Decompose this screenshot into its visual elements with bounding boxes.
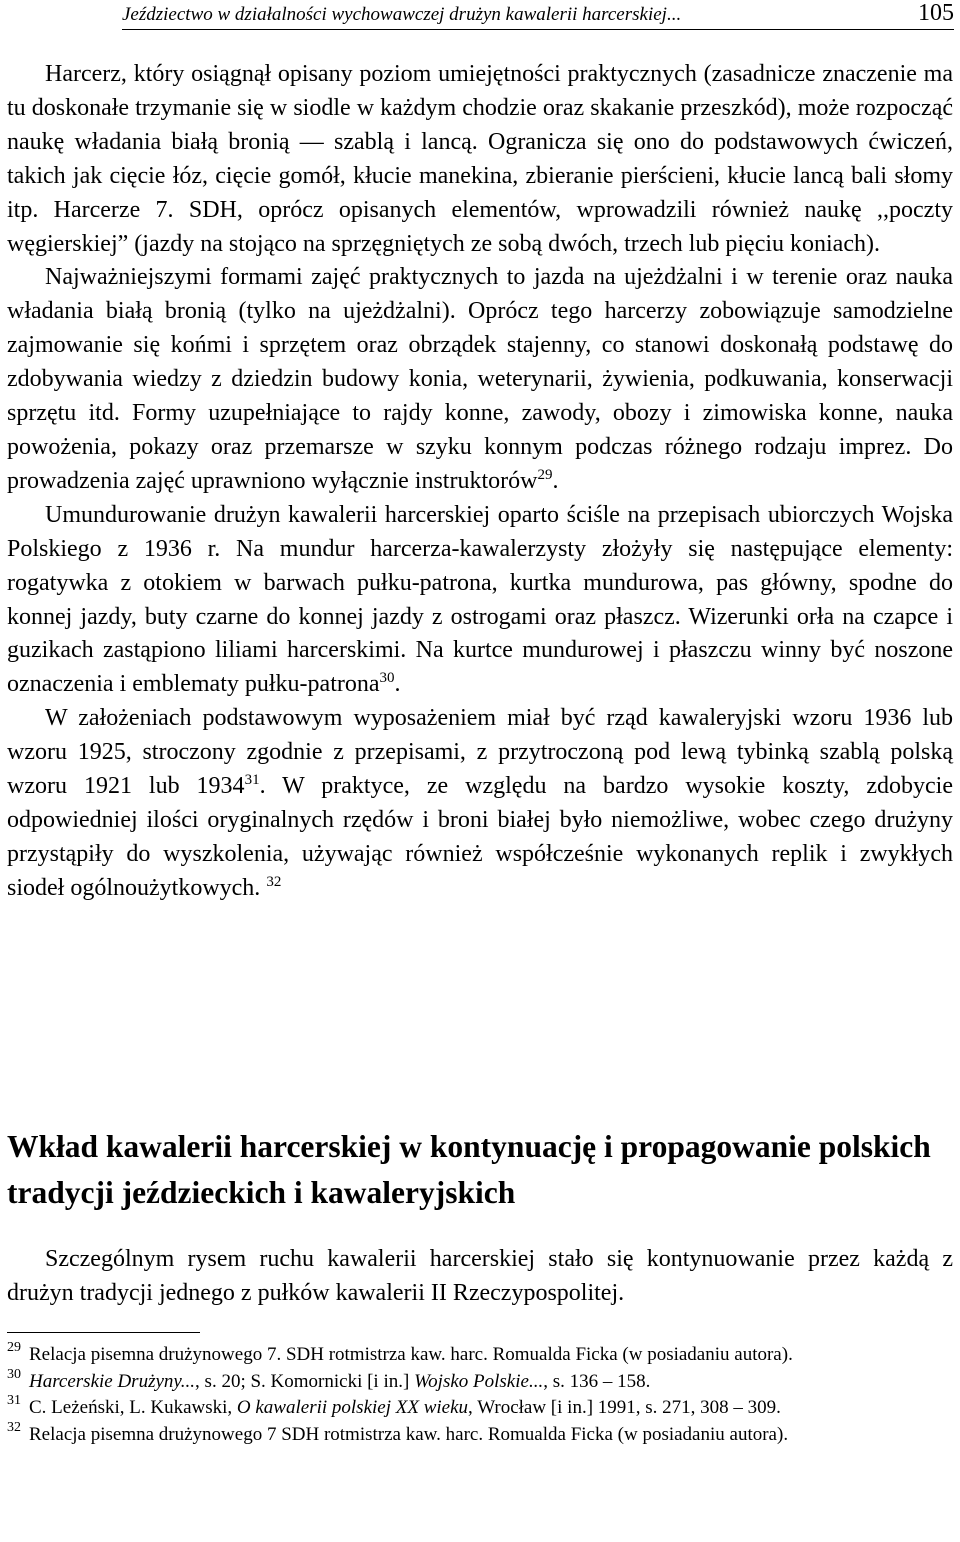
footnote-mark: 32	[7, 1419, 21, 1435]
footnote-mark: 29	[7, 1340, 21, 1355]
footnote-text: , s. 20; S. Komornicki [i in.]	[195, 1370, 415, 1392]
section-text	[7, 1243, 953, 1311]
section-paragraph-1: Szczególnym rysem ruchu kawalerii harcerskiej stało się kontynuowanie przez każdą z drużyn tradycji jednego z pułków kawalerii II Rzeczypospolitej.	[7, 1246, 953, 1306]
page-number: 105	[918, 0, 954, 26]
footnote-text: Relacja pisemna drużynowego 7. SDH rotmistrza kaw. harc. Romualda Ficka (w posiadaniu autora).	[29, 1344, 793, 1365]
footnote-30	[7, 1366, 953, 1394]
footnote-mark: 31	[7, 1393, 21, 1408]
header-rule	[122, 29, 954, 30]
footnote-29	[7, 1340, 953, 1367]
main-text	[7, 58, 953, 906]
footnote-ref-32: 32	[266, 873, 282, 890]
footnote-italic-title: Wojsko Polskie...	[414, 1370, 544, 1392]
section-heading-block	[7, 1124, 953, 1216]
footnote-text: , s. 136 – 158.	[543, 1370, 651, 1392]
paragraph-4-text-a: W założeniach podstawowym wyposażeniem miał być rząd kawaleryjski wzoru 1936 lub wzoru 1925, stroczony zgodnie z przepisami, z przytroczoną pod lewą tybinką szablą polską wzoru 1921 lub 1934	[7, 705, 953, 800]
footnotes	[7, 1340, 953, 1449]
footnote-31	[7, 1393, 953, 1420]
footnote-mark: 30	[7, 1366, 21, 1382]
footnote-text: Relacja pisemna drużynowego 7 SDH rotmistrza kaw. harc. Romualda Ficka (w posiadaniu autora).	[29, 1423, 789, 1445]
paragraph-1: Harcerz, który osiągnął opisany poziom umiejętności praktycznych (zasadnicze znaczenie ma tu doskonałe trzymanie się w siodle w każdym chodzie oraz skakanie przeszkód), może rozpocząć naukę władania białą bronią — szablą i lancą. Ogranicza się ono do podstawowych ćwiczeń, takich jak cięcie łóz, cięcie gomół, kłucie manekina, zbieranie pierścieni, kłucie lancą bali słomy itp. Harcerze 7. SDH, oprócz opisanych elementów, wprowadzili również naukę ,,poczty węgierskiej” (jazdy na stojąco na sprzęgniętych ze sobą dwóch, trzech lub pięciu koniach).	[7, 61, 953, 257]
footnote-ref-31: 31	[244, 772, 260, 789]
footnote-italic-title: O kawalerii polskiej XX wieku	[236, 1397, 469, 1418]
running-title: Jeździectwo w działalności wychowawczej drużyn kawalerii harcerskiej...	[122, 4, 682, 25]
running-header	[122, 2, 954, 32]
paragraph-4-text-b: . W praktyce, ze względu na bardzo wysokie koszty, zdobycie odpowiedniej ilości oryginalnych rzędów i broni białej było niemożliwe, wobec czego drużyny przystąpiły do wyszkolenia, używając również współcześnie wykonanych replik i zwykłych siodeł ogólnoużytkowych.	[7, 773, 953, 901]
paragraph-2-end: .	[552, 467, 559, 494]
paragraph-4	[7, 702, 953, 905]
footnote-32	[7, 1419, 953, 1447]
paragraph-3-end: .	[394, 671, 401, 698]
paragraph-2-text: Najważniejszymi formami zajęć praktycznych to jazda na ujeżdżalni i w terenie oraz nauka władania białą bronią (tylko na ujeżdżalni). Oprócz tego harcerzy zobowiązuje samodzielne zajmowanie się końmi i sprzętem oraz obrządek stajenny, co stanowi doskonałą podstawę do zdobywania wiedzy z dziedzin budowy konia, weterynarii, żywienia, podkuwania, konserwacji sprzętu itd. Formy uzupełniające to rajdy konne, zawody, obozy i zimowiska konne, nauka powożenia, pokazy oraz przemarsze w szyku konnym podczas różnego rodzaju imprez. Do prowadzenia zajęć uprawniono wyłącznie instruktorów	[7, 264, 953, 494]
footnote-text: , Wrocław [i in.] 1991, s. 271, 308 – 309.	[468, 1397, 781, 1418]
paragraph-2	[7, 261, 953, 498]
paragraph-3-text: Umundurowanie drużyn kawalerii harcerskiej oparto ściśle na przepisach ubiorczych Wojska Polskiego z 1936 r. Na mundur harcerza-kawalerzysty złożyły się następujące elementy: rogatywka z otokiem w barwach pułku-patrona, kurtka mundurowa, pas główny, spodne do konnej jazdy, buty czarne do konnej jazdy z ostrogami oraz płaszcz. Wizerunki orła na czapce i guzikach zastąpiono liliami harcerskimi. Na kurtce mundurowej i płaszczu winny być noszone oznaczenia i emblematy pułku-patrona	[7, 501, 953, 698]
footnote-separator	[7, 1332, 200, 1333]
footnote-text: C. Leżeński, L. Kukawski,	[29, 1397, 237, 1418]
footnote-ref-30: 30	[379, 670, 395, 687]
paragraph-3	[7, 499, 953, 702]
footnote-ref-29: 29	[537, 466, 553, 483]
footnote-italic-title: Harcerskie Drużyny...	[29, 1370, 196, 1392]
section-heading: Wkład kawalerii harcerskiej w kontynuację i propagowanie polskich tradycji jeździeckich i kawaleryjskich	[7, 1129, 931, 1210]
